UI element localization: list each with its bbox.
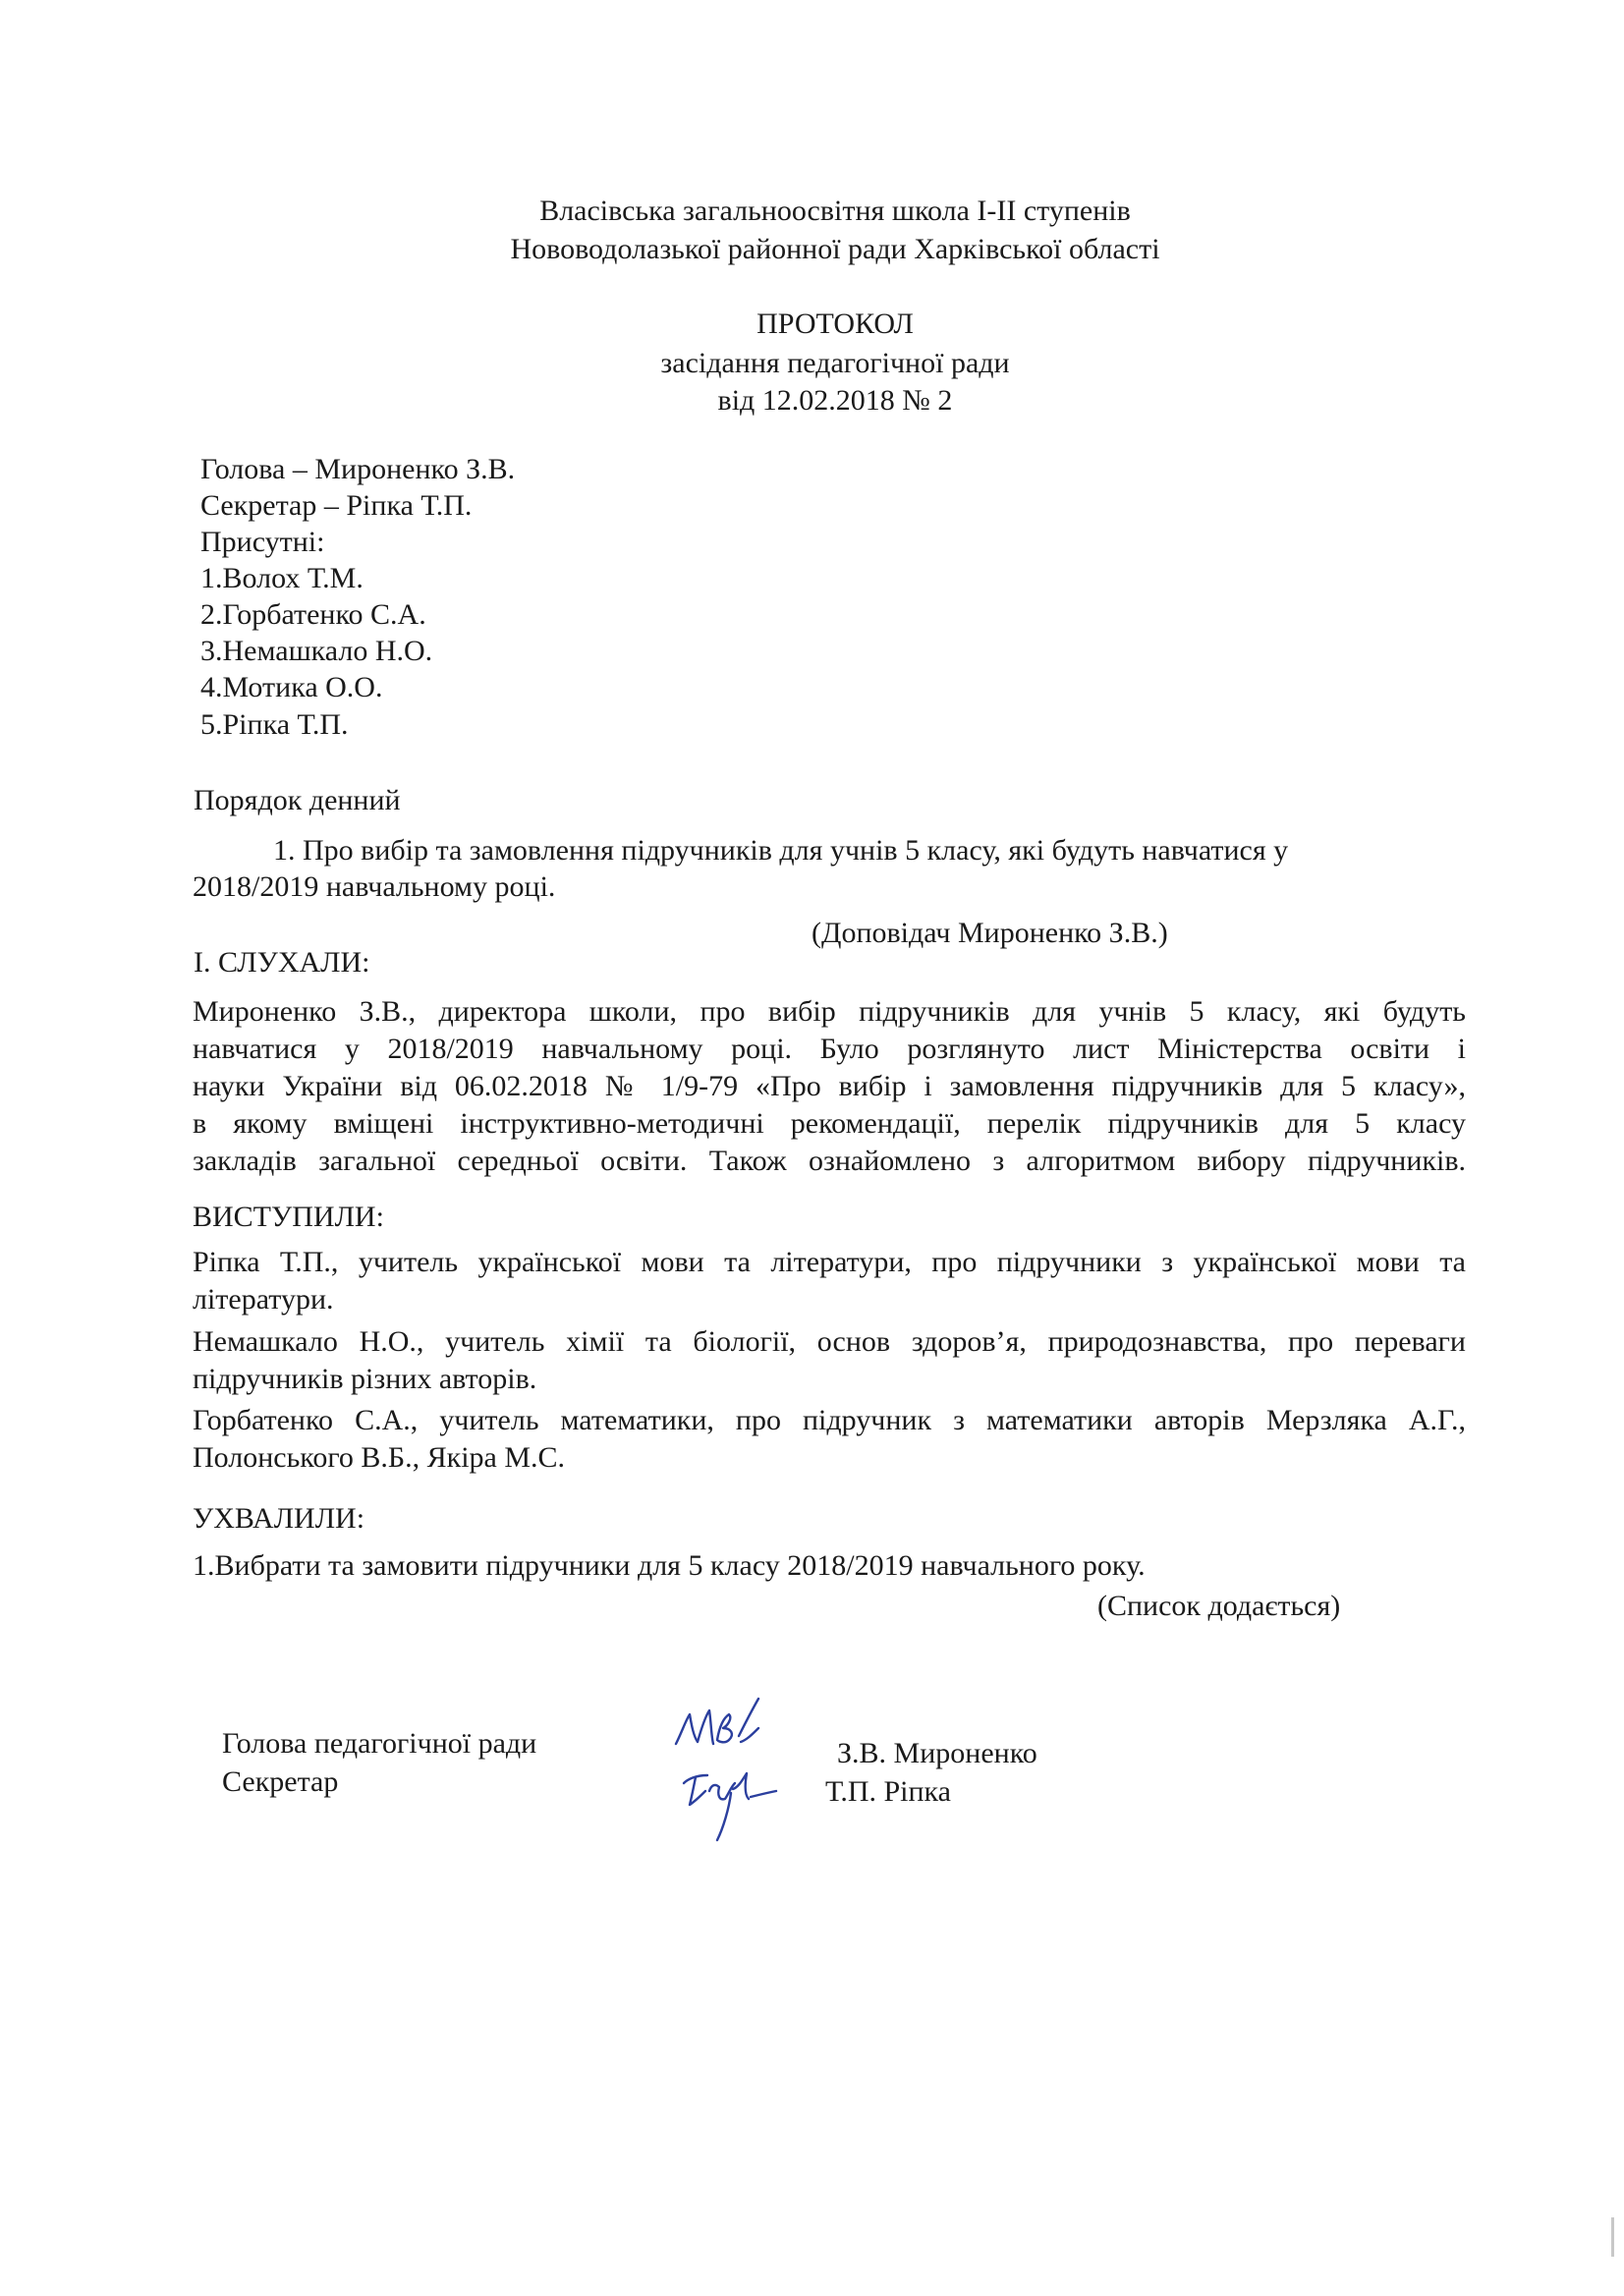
present-item: 2.Горбатенко С.А.	[200, 598, 426, 631]
present-item: 4.Мотика О.О.	[200, 671, 383, 703]
spoke-text-line: Ріпка Т.П., учитель української мови та літератури, про підручники з української мови та	[193, 1246, 1466, 1278]
heard-label: I. СЛУХАЛИ:	[194, 946, 370, 979]
secretary-role: Секретар	[222, 1765, 339, 1798]
spoke-text-line: підручників різних авторів.	[193, 1363, 537, 1395]
agenda-label: Порядок денний	[194, 784, 401, 816]
document-date-number: від 12.02.2018 № 2	[717, 384, 953, 417]
heard-text-line: навчатися у 2018/2019 навчальному році. Було розглянуто лист Міністерства освіти і	[193, 1033, 1466, 1065]
spoke-text-line: Немашкало Н.О., учитель хімії та біології, основ здоров’я, природознавства, про переваги	[193, 1325, 1466, 1358]
agenda-speaker: (Доповідач Мироненко З.В.)	[812, 917, 1168, 949]
present-item: 3.Немашкало Н.О.	[200, 635, 433, 667]
spoke-text-line: Горбатенко С.А., учитель математики, про підручник з математики авторів Мерзляка А.Г.,	[193, 1404, 1466, 1436]
secretary-name: Т.П. Ріпка	[825, 1775, 951, 1808]
attachment-note: (Список додається)	[1097, 1590, 1341, 1622]
document-subtitle: засідання педагогічної ради	[660, 347, 1010, 379]
chair-name: З.В. Мироненко	[837, 1737, 1037, 1769]
school-name-line1: Власівська загальноосвітня школа I-II ступенів	[539, 195, 1131, 227]
chair-role: Голова педагогічної ради	[222, 1727, 537, 1760]
present-label: Присутні:	[200, 526, 325, 558]
secretary-line: Секретар – Ріпка Т.П.	[200, 489, 473, 522]
document-title: ПРОТОКОЛ	[756, 308, 914, 340]
spoke-text-line: Полонського В.Б., Якіра М.С.	[193, 1441, 566, 1474]
present-item: 5.Ріпка Т.П.	[200, 708, 349, 741]
spoke-text-line: літератури.	[193, 1283, 334, 1316]
school-name-line2: Нововодолазької районної ради Харківської області	[510, 233, 1160, 265]
decided-item1: 1.Вибрати та замовити підручники для 5 класу 2018/2019 навчального року.	[193, 1549, 1146, 1582]
heard-text-line: Мироненко З.В., директора школи, про вибір підручників для учнів 5 класу, які будуть	[193, 995, 1466, 1028]
heard-text-line: науки України від 06.02.2018 № 1/9-79 «Про вибір і замовлення підручників для 5 класу»,	[193, 1070, 1466, 1102]
decided-label: УХВАЛИЛИ:	[193, 1502, 365, 1535]
heard-text-line: в якому вміщені інструктивно-методичні рекомендації, перелік підручників для 5 класу	[193, 1107, 1466, 1140]
scan-edge-mark	[1610, 2217, 1616, 2257]
spoke-label: ВИСТУПИЛИ:	[193, 1201, 384, 1233]
agenda-item1-line2: 2018/2019 навчальному році.	[193, 870, 556, 903]
handwritten-signatures	[668, 1685, 806, 1852]
agenda-item1-line1: 1. Про вибір та замовлення підручників для учнів 5 класу, які будуть навчатися у	[273, 834, 1289, 867]
chair-line: Голова – Мироненко З.В.	[200, 453, 516, 485]
present-item: 1.Волох Т.М.	[200, 562, 364, 594]
heard-text-line: закладів загальної середньої освіти. Також ознайомлено з алгоритмом вибору підручників.	[193, 1145, 1466, 1177]
